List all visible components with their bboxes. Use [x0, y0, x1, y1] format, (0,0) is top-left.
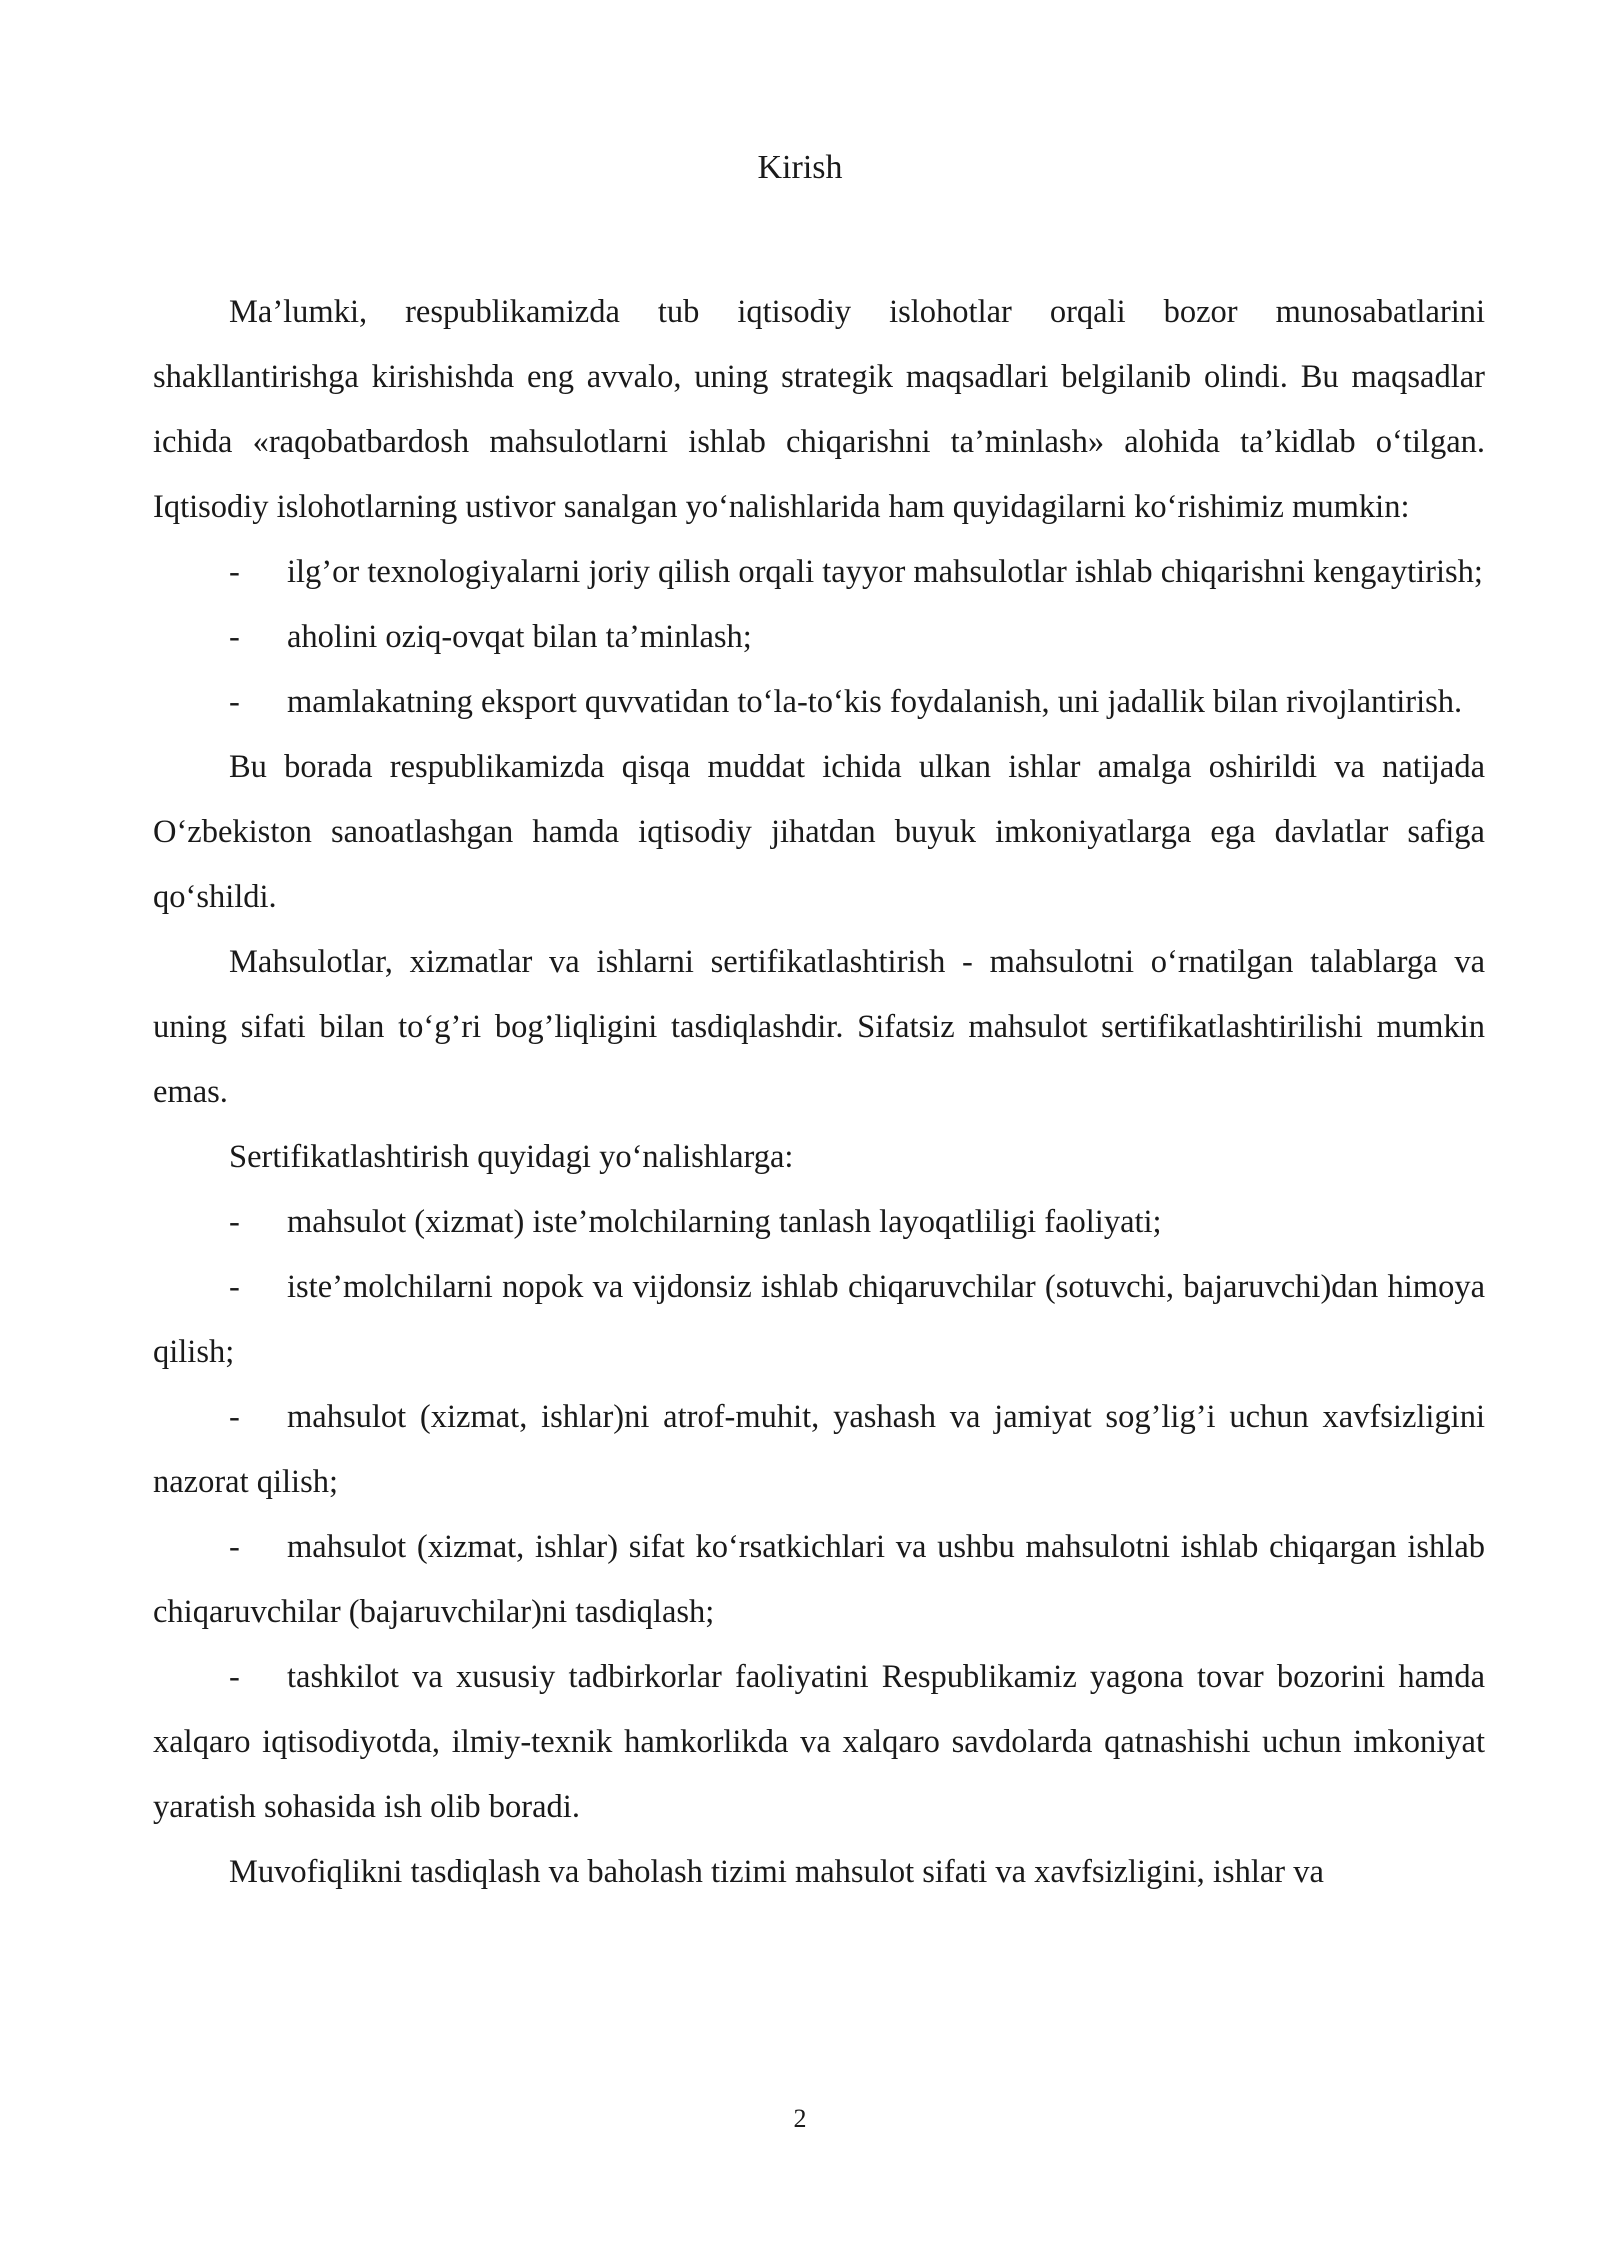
list-dash: - [229, 1269, 240, 1305]
page-number: 2 [793, 2104, 807, 2133]
list-item-text: mahsulot (xizmat, ishlar)ni atrof-muhit, yashash va jamiyat sog’lig’i uchun xavfsizligini nazorat qilish; [153, 1399, 1485, 1500]
list-item [153, 1645, 1485, 1840]
paragraph: Mahsulotlar, xizmatlar va ishlarni sertifikatlashtirish - mahsulotni o‘rnatilgan talablarga va uning sifati bilan to‘g’ri bog’liqligini tasdiqlashdir. Sifatsiz mahsulot sertifikatlashtirilishi mumkin emas. [153, 944, 1485, 1110]
paragraph: Ma’lumki, respublikamizda tub iqtisodiy islohotlar orqali bozor munosabatlarini shakllantirishga kirishishda eng avvalo, uning strategik maqsadlari belgilanib olindi. Bu maqsadlar ichida «raqobatbardosh mahsulotlarni ishlab chiqarishni ta’minlash» alohida ta’kidlab o‘tilgan. Iqtisodiy islohotlarning ustivor sanalgan yo‘nalishlarida ham quyidagilarni ko‘rishimiz mumkin: [153, 294, 1485, 525]
list-item [153, 1255, 1485, 1385]
list-dash: - [229, 554, 240, 590]
list-item-text: mahsulot (xizmat, ishlar) sifat ko‘rsatkichlari va ushbu mahsulotni ishlab chiqargan ishlab chiqaruvchilar (bajaruvchilar)ni tasdiqlash; [153, 1529, 1485, 1630]
document-body [153, 280, 1485, 1905]
list-item-text: mamlakatning eksport quvvatidan to‘la-to‘kis foydalanish, uni jadallik bilan rivojlantirish. [287, 684, 1463, 720]
list-item [153, 605, 1485, 670]
list-item-text: aholini oziq-ovqat bilan ta’minlash; [287, 619, 752, 655]
list-dash: - [229, 1204, 240, 1240]
paragraph: Sertifikatlashtirish quyidagi yo‘nalishlarga: [229, 1139, 794, 1175]
list-item-text: iste’molchilarni nopok va vijdonsiz ishlab chiqaruvchilar (sotuvchi, bajaruvchi)dan himoya qilish; [153, 1269, 1485, 1370]
list-dash: - [229, 619, 240, 655]
list-item [153, 1190, 1485, 1255]
list-item [153, 540, 1485, 605]
list-item [153, 670, 1485, 735]
paragraph: Bu borada respublikamizda qisqa muddat ichida ulkan ishlar amalga oshirildi va natijada O‘zbekiston sanoatlashgan hamda iqtisodiy jihatdan buyuk imkoniyatlarga ega davlatlar safiga qo‘shildi. [153, 749, 1485, 915]
list-item [153, 1385, 1485, 1515]
list-item-text: ilg’or texnologiyalarni joriy qilish orqali tayyor mahsulotlar ishlab chiqarishni kengaytirish; [287, 554, 1483, 590]
page-title: Kirish [757, 149, 843, 186]
list-dash: - [229, 684, 240, 720]
list-item-text: mahsulot (xizmat) iste’molchilarning tanlash layoqatliligi faoliyati; [287, 1204, 1162, 1240]
list-dash: - [229, 1529, 240, 1565]
list-dash: - [229, 1659, 240, 1695]
paragraph: Muvofiqlikni tasdiqlash va baholash tizimi mahsulot sifati va xavfsizligini, ishlar va [229, 1854, 1324, 1890]
list-item [153, 1515, 1485, 1645]
list-dash: - [229, 1399, 240, 1435]
list-item-text: tashkilot va xususiy tadbirkorlar faoliyatini Respublikamiz yagona tovar bozorini hamda xalqaro iqtisodiyotda, ilmiy-texnik hamkorlikda va xalqaro savdolarda qatnashishi uchun imkoniyat yaratish sohasida ish olib boradi. [153, 1659, 1485, 1825]
